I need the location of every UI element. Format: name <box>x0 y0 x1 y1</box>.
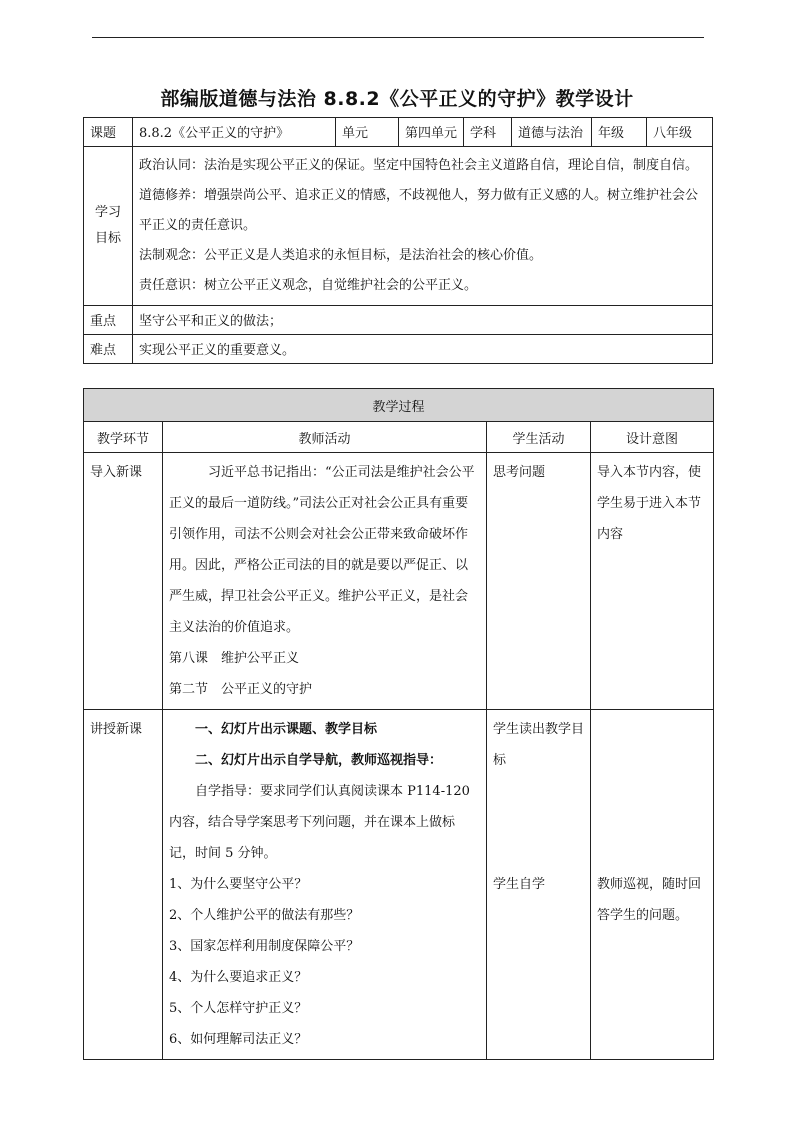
process-band-row <box>84 389 714 422</box>
document-title: 部编版道德与法治 8.8.2《公平正义的守护》教学设计 <box>160 88 634 110</box>
teacher-step: 一、幻灯片出示课题、教学目标 <box>195 722 378 737</box>
info-table <box>83 117 713 364</box>
grade-value: 八年级 <box>647 118 713 147</box>
difficulty-label: 难点 <box>84 335 133 364</box>
teacher-cell <box>163 710 487 1060</box>
spacer <box>493 776 584 869</box>
process-header-row <box>84 422 714 453</box>
objectives-label: 学习目标 <box>84 147 133 306</box>
question-item: 1、为什么要坚守公平？ <box>169 877 308 892</box>
topic-value: 8.8.2《公平正义的守护》 <box>133 118 336 147</box>
unit-label: 单元 <box>336 118 399 147</box>
unit-value: 第四单元 <box>399 118 464 147</box>
student-activity: 学生读出教学目标 <box>493 722 585 768</box>
teacher-paragraph: 习近平总书记指出：“公正司法是维护社会公平正义的最后一道防线。”司法公正对社会公正具有重要引领作用，司法不公则会对社会公正带来致命破坏作用。因此，严格公正司法的目的就是要以严促正、以严生威，捍卫社会公平正义。维护公平正义，是社会主义法治的价值追求。 <box>169 465 475 635</box>
question-item: 3、国家怎样利用制度保障公平？ <box>169 939 360 954</box>
info-row <box>84 118 713 147</box>
header-teacher: 教师活动 <box>163 422 487 453</box>
header-stage: 教学环节 <box>84 422 163 453</box>
key-point-value: 坚守公平和正义的做法； <box>133 306 713 335</box>
difficulty-row <box>84 335 713 364</box>
key-point-row <box>84 306 713 335</box>
process-band: 教学过程 <box>84 389 714 422</box>
table-row <box>84 453 714 710</box>
objective-item: 法制观念：公平正义是人类追求的永恒目标，是法治社会的核心价值。 <box>139 248 543 263</box>
teacher-cell <box>163 453 487 710</box>
topic-label: 课题 <box>84 118 133 147</box>
objective-item: 政治认同：法治是实现公平正义的保证。坚定中国特色社会主义道路自信，理论自信，制度自信。 <box>139 158 699 173</box>
student-cell <box>487 710 591 1060</box>
spacer <box>597 714 707 869</box>
stage-cell: 讲授新课 <box>84 710 163 1060</box>
teacher-step: 二、幻灯片出示自学导航，教师巡视指导： <box>195 753 443 768</box>
lesson-line: 第二节 公平正义的守护 <box>169 682 313 697</box>
student-cell: 思考问题 <box>487 453 591 710</box>
intent-cell: 导入本节内容，使学生易于进入本节内容 <box>591 453 714 710</box>
lesson-line: 第八课 维护公平正义 <box>169 651 300 666</box>
objectives-row <box>84 147 713 306</box>
subject-value: 道德与法治 <box>512 118 592 147</box>
question-item: 6、如何理解司法正义？ <box>169 1032 308 1047</box>
self-study-guide: 自学指导：要求同学们认真阅读课本 P114-120 内容，结合导学案思考下列问题，并在课本上做标记，时间 5 分钟。 <box>169 784 470 861</box>
header-intent: 设计意图 <box>591 422 714 453</box>
difficulty-value: 实现公平正义的重要意义。 <box>133 335 713 364</box>
stage-cell: 导入新课 <box>84 453 163 710</box>
key-point-label: 重点 <box>84 306 133 335</box>
table-row <box>84 710 714 1060</box>
subject-label: 学科 <box>464 118 512 147</box>
student-activity: 学生自学 <box>493 877 546 892</box>
header-student: 学生活动 <box>487 422 591 453</box>
intent-cell <box>591 710 714 1060</box>
design-intent: 教师巡视，随时回答学生的问题。 <box>597 877 702 923</box>
question-item: 4、为什么要追求正义？ <box>169 970 308 985</box>
grade-label: 年级 <box>592 118 647 147</box>
header-rule <box>92 37 704 38</box>
objective-item: 责任意识：树立公平正义观念，自觉维护社会的公平正义。 <box>139 278 478 293</box>
objective-item: 道德修养：增强崇尚公平、追求正义的情感，不歧视他人，努力做有正义感的人。树立维护社会公平正义的责任意识。 <box>139 188 699 233</box>
question-item: 5、个人怎样守护正义？ <box>169 1001 308 1016</box>
process-table <box>83 388 714 1060</box>
objectives-content <box>133 147 713 306</box>
question-item: 2、个人维护公平的做法有那些？ <box>169 908 360 923</box>
